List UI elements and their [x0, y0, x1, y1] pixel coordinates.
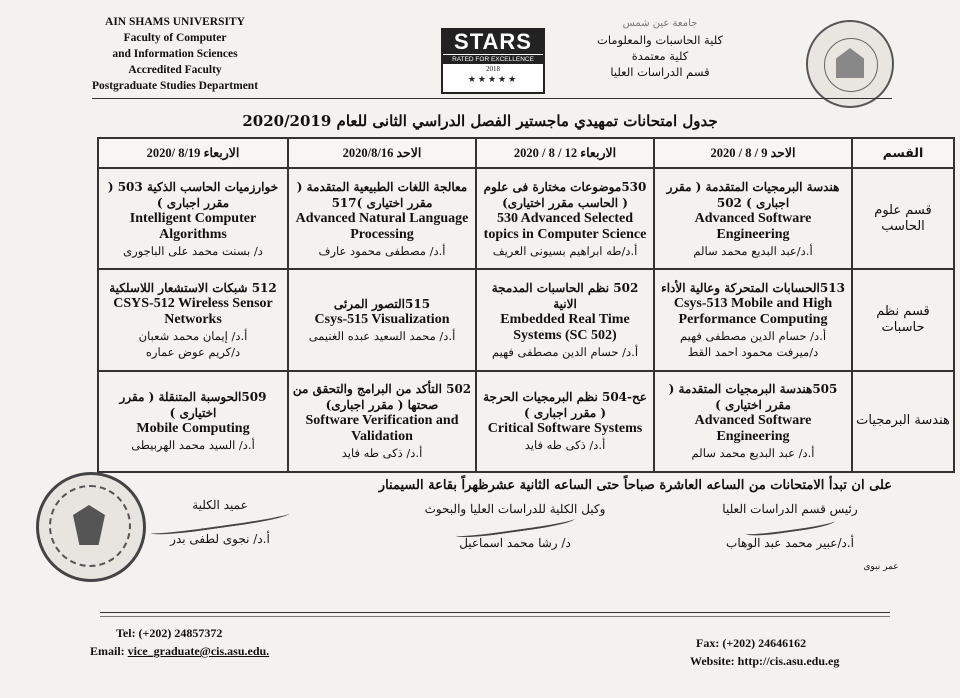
header-en-line: and Information Sciences — [112, 48, 238, 60]
header-day-3: الاحد 2020/8/16 — [288, 138, 476, 168]
header-ar-line: كلية معتمدة — [631, 49, 689, 63]
course-ar: 505هندسة البرمجيات المتقدمة ( مقرر اختيارى ) — [668, 382, 838, 413]
exam-cell — [476, 371, 654, 472]
email-line — [90, 642, 390, 660]
contact-right — [690, 634, 890, 670]
course-ar: 502 نظم الحاسبات المدمجة الانية — [491, 280, 639, 311]
official-stamp-icon — [36, 472, 146, 582]
stars-logo-subtitle: RATED FOR EXCELLENCE — [443, 55, 543, 64]
course-ar: خوارزميات الحاسب الذكية 503 ( مقرر اجبارى ) — [107, 179, 279, 210]
footer-divider-thin — [100, 616, 890, 617]
course-en: Advanced Software Engineering — [694, 210, 812, 242]
professor: أ.د/ ذكى طه فايد — [524, 438, 606, 453]
table-row — [98, 269, 954, 370]
header-day-4: الاربعاء 8/19 /2020 — [98, 138, 288, 168]
professor: أ.د/ السيد محمد الهربيطى — [131, 438, 255, 453]
header-en-line: AIN SHAMS UNIVERSITY — [105, 16, 245, 28]
course-ar: 530موضوعات مختارة فى علوم ( الحاسب مقرر اختيارى) — [483, 179, 647, 210]
professor: د/ بسنت محمد على الباجورى — [123, 243, 263, 258]
faculty-seal-icon — [806, 20, 894, 108]
dept-cell: قسم نظم حاسبات — [852, 269, 954, 370]
exam-cell — [476, 269, 654, 370]
header-ar-line: قسم الدراسات العليا — [610, 65, 710, 79]
dept-cell: قسم علوم الحاسب — [852, 168, 954, 269]
signature-dean — [150, 494, 290, 550]
course-ar: 512 شبكات الاستشعار اللاسلكية — [109, 280, 277, 295]
exam-cell — [654, 168, 852, 269]
professor: د/ميرفت محمود احمد القط — [687, 344, 819, 359]
footer-divider — [100, 612, 890, 613]
exam-cell — [98, 269, 288, 370]
dept-head-name: أ.د/عبير محمد عبد الوهاب — [726, 536, 854, 550]
contact-left — [90, 624, 390, 660]
professor: أ.د/طه ابراهيم بسيونى العريف — [492, 243, 638, 258]
professor: أ.د/عبد البديع محمد سالم — [693, 243, 813, 258]
course-en: Advanced Natural Language Processing — [295, 210, 469, 242]
website-link[interactable]: Website: http://cis.asu.edu.eg — [690, 654, 840, 668]
course-en: Embedded Real Time Systems (SC 502) — [500, 311, 630, 343]
professor: أ.د/ إيمان محمد شعبان — [138, 328, 248, 343]
signature-vice-dean — [400, 498, 630, 554]
exam-cell — [476, 168, 654, 269]
header-en-line: Accredited Faculty — [128, 64, 222, 76]
vice-dean-title: وكيل الكلية للدراسات العليا والبحوث — [424, 502, 606, 516]
professor: أ.د/ حسام الدين مصطفى فهيم — [679, 328, 827, 343]
university-header-en — [80, 14, 270, 94]
course-ar: 515التصور المرئى — [333, 296, 431, 311]
course-en: Csys-515 Visualization — [314, 311, 450, 327]
course-en: 530 Advanced Selected topics in Computer Science — [483, 210, 647, 242]
professor: أ.د/ ذكى طه فايد — [341, 446, 423, 461]
header-day-2: الاربعاء 12 / 8 / 2020 — [476, 138, 654, 168]
course-en: Software Verification and Validation — [305, 413, 459, 445]
stars-logo-year: 2018 — [486, 65, 500, 73]
course-en: Csys-513 Mobile and High Performance Computing — [673, 295, 833, 327]
header-dept: القسم — [852, 138, 954, 168]
exam-cell — [288, 269, 476, 370]
course-en: Critical Software Systems — [487, 421, 643, 437]
header-en-line: Faculty of Computer — [123, 32, 227, 44]
signature-dept-head — [690, 498, 890, 554]
course-en: CSYS-512 Wireless Sensor Networks — [113, 295, 273, 327]
dept-head-title: رئيس قسم الدراسات العليا — [722, 502, 858, 516]
professor: أ.د/ حسام الدين مصطفى فهيم — [491, 344, 639, 359]
stars-logo-stars: ★★★★★ — [467, 74, 519, 84]
exam-cell — [98, 371, 288, 472]
professor: أ.د/ عبد البديع محمد سالم — [691, 446, 815, 461]
header-ar-line: جامعة عين شمس — [622, 18, 698, 29]
university-header-ar — [590, 16, 730, 80]
course-ar: هندسة البرمجيات المتقدمة ( مقرر اجبارى ) 502 — [666, 179, 840, 210]
table-row — [98, 371, 954, 472]
exam-cell — [288, 371, 476, 472]
course-en: Advanced Software Engineering — [694, 413, 812, 445]
header-en-line: Postgraduate Studies Department — [91, 80, 259, 92]
fax-number: Fax: (+202) 24646162 — [696, 636, 807, 650]
professor: أ.د/ محمد السعيد عبده الغنيمى — [308, 328, 456, 343]
vice-dean-name: د/ رشا محمد اسماعيل — [459, 536, 571, 550]
clerk-name: عمر نبوى — [863, 562, 899, 572]
dept-cell: هندسة البرمجيات — [852, 371, 954, 472]
email-link[interactable]: vice_graduate@cis.asu.edu. — [127, 644, 270, 658]
professor: د/كريم عوض عماره — [145, 344, 241, 359]
course-ar: 509الحوسبة المتنقلة ( مقرر اختيارى ) — [119, 390, 267, 421]
dean-title: عميد الكلية — [192, 498, 248, 512]
course-ar: 513الحسابات المتحركة وعالية الأداء — [661, 280, 845, 295]
professor: أ.د/ مصطفى محمود عارف — [318, 243, 446, 258]
exam-cell — [654, 269, 852, 370]
exam-cell — [98, 168, 288, 269]
email-label: Email: — [90, 644, 125, 658]
header-day-1: الاحد 9 / 8 / 2020 — [654, 138, 852, 168]
course-ar: 502 التأكد من البرامج والتحقق من صحتها ( مقرر اجبارى) — [292, 382, 472, 413]
phone-number: Tel: (+202) 24857372 — [116, 626, 223, 640]
exam-cell — [288, 168, 476, 269]
course-ar: معالجة اللغات الطبيعية المتقدمة ( مقرر اختيارى )517 — [296, 179, 468, 210]
stars-logo — [441, 28, 545, 94]
dean-name: أ.د/ نجوى لطفى بدر — [170, 532, 270, 546]
page-title: جدول امتحانات تمهيدي ماجستير الفصل الدراسي الثانى للعام 2020/2019 — [242, 112, 718, 130]
exam-time-note: على ان تبدأ الامتحانات من الساعه العاشرة صباحاً حتى الساعه الثانية عشرظهراً بقاعة السيمنار — [378, 478, 892, 493]
table-row — [98, 168, 954, 269]
stars-logo-text: STARS — [443, 30, 543, 54]
table-header-row — [98, 138, 954, 168]
course-en: Intelligent Computer Algorithms — [129, 210, 257, 242]
header-ar-line: كلية الحاسبات والمعلومات — [597, 33, 723, 47]
exam-schedule-table — [97, 137, 955, 473]
course-en: Mobile Computing — [136, 421, 250, 437]
course-ar: عح-504 نظم البرمجيات الحرجة ( مقرر اجبارى ) — [483, 390, 647, 421]
header-divider — [92, 98, 892, 99]
exam-cell — [654, 371, 852, 472]
